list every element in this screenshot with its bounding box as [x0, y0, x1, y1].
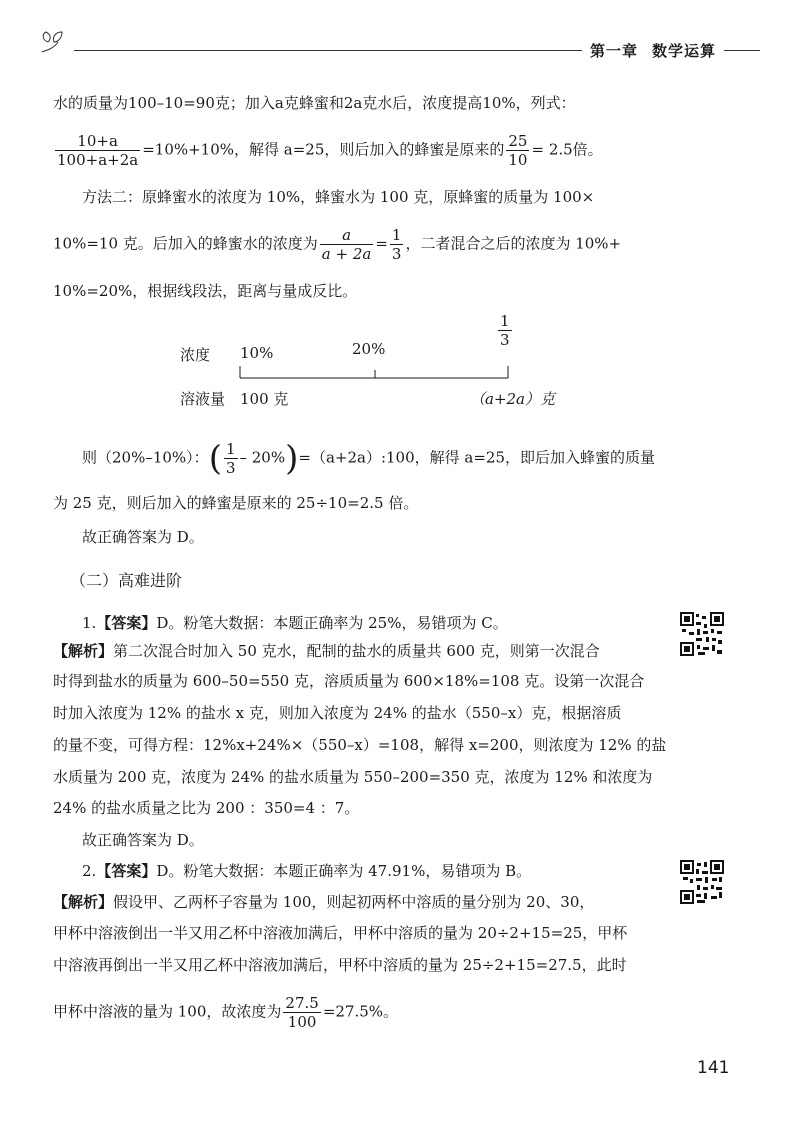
- text-line: 水质量为 200 克，浓度为 24% 的盐水质量为 550–200=350 克，浓度为 12% 和浓度为: [53, 768, 653, 786]
- equation-line: [53, 226, 621, 263]
- text-line: 时加入浓度为 12% 的盐水 x 克，则加入浓度为 24% 的盐水（550–x）克，根据溶质: [53, 704, 622, 722]
- value-10pct: 10%: [240, 344, 274, 362]
- row-label-concentration: 浓度: [180, 346, 211, 364]
- chapter-name: 数学运算: [651, 42, 716, 60]
- text: 第二次混合时加入 50 克水，配制的盐水的质量共 600 克，则第一次混合: [113, 642, 600, 660]
- answer-line: [82, 612, 508, 634]
- text: 则（20%–10%）：: [82, 448, 209, 467]
- numerator: 25: [508, 132, 528, 150]
- text-line: 时得到盐水的质量为 600–50=550 克，溶质质量为 600×18%=108 克。设第一次混合: [53, 672, 645, 690]
- text: =（a+2a）:100，解得 a=25，即后加入蜂蜜的质量: [298, 448, 655, 467]
- leaf-icon: [40, 30, 74, 54]
- qr-code-icon[interactable]: [680, 612, 724, 656]
- text-line: 方法二：原蜂蜜水的浓度为 10%，蜂蜜水为 100 克，原蜂蜜的质量为 100×: [82, 188, 595, 206]
- denominator: 100+a+2a: [57, 151, 139, 169]
- right-paren: ): [285, 438, 299, 479]
- fraction: [283, 994, 320, 1031]
- question-number: 2.: [82, 862, 97, 880]
- denominator: 3: [500, 331, 510, 349]
- question-number: 1.: [82, 614, 97, 632]
- equation-line: [53, 994, 398, 1031]
- denominator: 3: [225, 459, 236, 477]
- denominator: 3: [391, 245, 402, 263]
- page-number: 141: [697, 1058, 730, 1078]
- text: D。粉笔大数据：本题正确率为 47.91%，易错项为 B。: [156, 862, 532, 880]
- answer-tag: 【答案】: [96, 614, 157, 632]
- text-line: [53, 640, 600, 662]
- fraction: [506, 132, 529, 169]
- text-line: 的量不变，可得方程：12%x+24%×（550–x）=108，解得 x=200，则浓度为 12% 的盐: [53, 736, 667, 754]
- text-line: 故正确答案为 D。: [82, 831, 204, 849]
- numerator: 27.5: [285, 994, 319, 1012]
- text-line: 中溶液再倒出一半又用乙杯中溶液加满后，甲杯中溶质的量为 25÷2+15=27.5，此时: [53, 956, 627, 974]
- numerator: 1: [500, 312, 510, 330]
- analysis-tag: 【解析】: [53, 642, 114, 660]
- qr-code-icon[interactable]: [680, 860, 724, 904]
- row-label-amount: 溶液量: [180, 390, 226, 408]
- fraction: [320, 226, 374, 263]
- numerator: 1: [225, 440, 236, 458]
- text: =10%+10%，解得 a=25，则后加入的蜂蜜是原来的: [142, 140, 505, 159]
- text: 甲杯中溶液的量为 100，故浓度为: [53, 1002, 282, 1021]
- numerator: 10+a: [55, 132, 140, 151]
- fraction: [390, 226, 404, 263]
- chapter-title: [582, 40, 724, 61]
- text: 假设甲、乙两杯子容量为 100，则起初两杯中溶质的量分别为 20、30，: [113, 893, 595, 911]
- text: =27.5%。: [322, 1002, 399, 1021]
- text: 10%=10 克。后加入的蜂蜜水的浓度为: [53, 234, 318, 253]
- text-line: [53, 891, 594, 913]
- text-line: 为 25 克，则后加入的蜂蜜是原来的 25÷10=2.5 倍。: [53, 494, 419, 512]
- text-line: 故正确答案为 D。: [82, 528, 204, 546]
- amount-a2a: （a+2a）克: [470, 390, 555, 408]
- equation-line: [53, 132, 603, 169]
- equation-line: [82, 440, 655, 477]
- denominator: a + 2a: [321, 245, 372, 263]
- text-line: 10%=20%，根据线段法，距离与量成反比。: [53, 282, 358, 300]
- fraction: [55, 132, 140, 169]
- answer-line: [82, 860, 531, 882]
- analysis-tag: 【解析】: [53, 893, 114, 911]
- fraction: [224, 440, 238, 477]
- denominator: 10: [508, 151, 528, 169]
- text: D。粉笔大数据：本题正确率为 25%，易错项为 C。: [156, 614, 508, 632]
- section-title: （二）高难进阶: [70, 571, 183, 590]
- chapter-number: 第一章: [589, 42, 638, 60]
- value-20pct: 20%: [352, 340, 386, 358]
- text-line: 24% 的盐水质量之比为 200 ：350=4 ：7。: [53, 799, 360, 817]
- page-header: [40, 28, 760, 68]
- answer-tag: 【答案】: [96, 862, 157, 880]
- left-paren: (: [208, 438, 222, 479]
- numerator: 1: [391, 226, 402, 244]
- denominator: 100: [287, 1013, 317, 1031]
- numerator: a: [320, 226, 374, 245]
- text-line: 甲杯中溶液倒出一半又用乙杯中溶液加满后，甲杯中溶质的量为 20÷2+15=25，甲杯: [53, 924, 628, 942]
- amount-100g: 100 克: [240, 390, 289, 408]
- text: = 2.5倍。: [531, 140, 603, 159]
- text: ，二者混合之后的浓度为 10%+: [405, 234, 622, 253]
- text-line: 水的质量为100–10=90克；加入a克蜂蜜和2a克水后，浓度提高10%，列式：: [53, 94, 576, 112]
- equals-sign: =: [375, 234, 388, 253]
- text: – 20%: [239, 448, 286, 467]
- segment-diagram: [180, 312, 580, 412]
